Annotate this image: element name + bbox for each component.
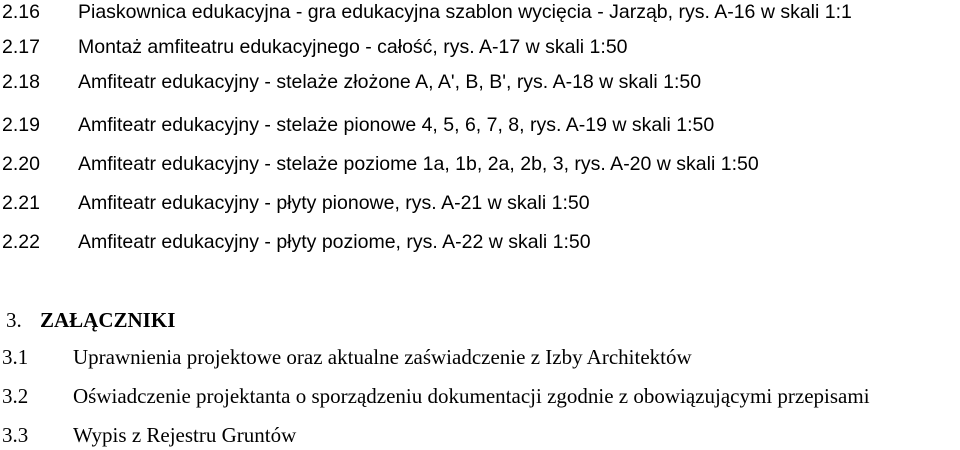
- item-text: Amfiteatr edukacyjny - płyty poziome, rys. A-22 w skali 1:50: [78, 231, 591, 253]
- item-text: Amfiteatr edukacyjny - stelaże poziome 1a, 1b, 2a, 2b, 3, rys. A-20 w skali 1:50: [78, 153, 759, 175]
- item-text: Amfiteatr edukacyjny - stelaże pionowe 4, 5, 6, 7, 8, rys. A-19 w skali 1:50: [78, 114, 715, 136]
- item-number: 3.3: [2, 423, 29, 447]
- item-text: Wypis z Rejestru Gruntów: [73, 423, 297, 447]
- item-number: 2.18: [2, 71, 40, 93]
- item-text: Montaż amfiteatru edukacyjnego - całość, rys. A-17 w skali 1:50: [78, 36, 628, 58]
- item-text: Uprawnienia projektowe oraz aktualne zaświadczenie z Izby Architektów: [73, 345, 692, 369]
- section-title: ZAŁĄCZNIKI: [40, 308, 176, 332]
- item-text: Amfiteatr edukacyjny - stelaże złożone A, A', B, B', rys. A-18 w skali 1:50: [78, 71, 702, 93]
- item-number: 2.22: [2, 231, 40, 253]
- item-text: Piaskownica edukacyjna - gra edukacyjna szablon wycięcia - Jarząb, rys. A-16 w skali 1:1: [78, 1, 852, 23]
- item-text: Amfiteatr edukacyjny - płyty pionowe, rys. A-21 w skali 1:50: [78, 192, 590, 214]
- item-number: 2.16: [2, 1, 40, 23]
- item-number: 2.19: [2, 114, 40, 136]
- section-number: 3.: [6, 308, 22, 332]
- item-number: 2.17: [2, 36, 40, 58]
- item-number: 3.1: [2, 345, 29, 369]
- item-text: Oświadczenie projektanta o sporządzeniu dokumentacji zgodnie z obowiązującymi przepisami: [73, 384, 870, 408]
- item-number: 3.2: [2, 384, 29, 408]
- item-number: 2.20: [2, 153, 40, 175]
- item-number: 2.21: [2, 192, 40, 214]
